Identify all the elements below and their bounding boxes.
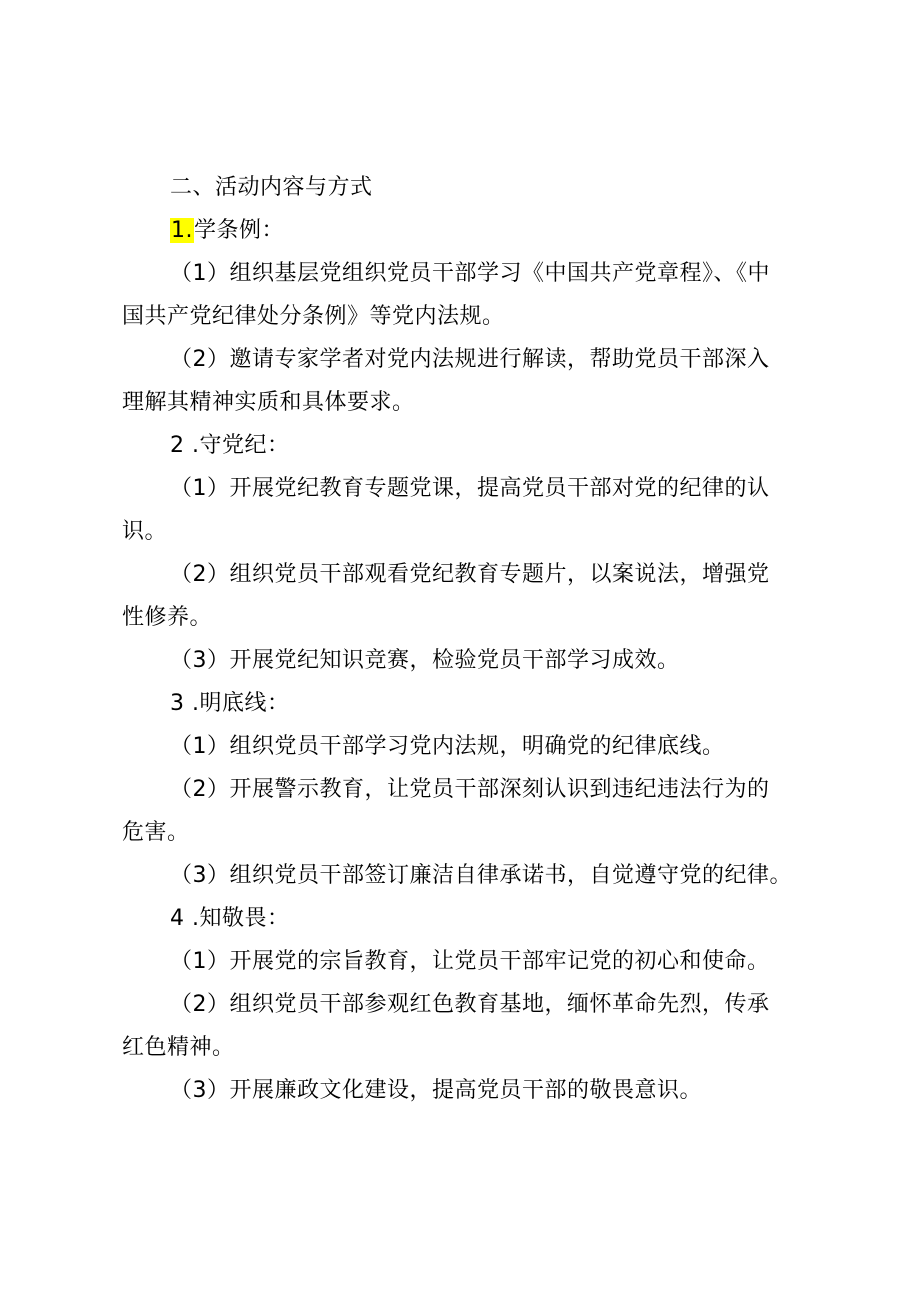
paragraph-3-2-line-2: 危害。	[122, 820, 190, 845]
paragraph-4-2-line-1: （2）组织党员干部参观红色教育基地，缅怀革命先烈，传承	[170, 992, 770, 1017]
paragraph-4-2-line-2: 红色精神。	[122, 1035, 235, 1060]
paragraph-3-1-line-1: （1）组织党员干部学习党内法规，明确党的纪律底线。	[170, 734, 725, 759]
paragraph-1-1-line-1: （1）组织基层党组织党员干部学习《中国共产党章程》、《中	[170, 261, 770, 286]
paragraph-2-2-line-2: 性修养。	[122, 605, 213, 630]
paragraph-2-1-line-2: 识。	[122, 519, 168, 544]
paragraph-2-2-line-1: （2）组织党员干部观看党纪教育专题片，以案说法，增强党	[170, 562, 770, 587]
paragraph-2-3-line-1: （3）开展党纪知识竞赛，检验党员干部学习成效。	[170, 648, 680, 673]
document-body	[122, 166, 806, 1112]
paragraph-2-1-line-1: （1）开展党纪教育专题党课，提高党员干部对党的纪律的认	[170, 476, 770, 501]
section-title: 二、活动内容与方式	[170, 175, 373, 200]
paragraph-1-1-line-2: 国共产党纪律处分条例》等党内法规。	[122, 304, 505, 329]
paragraph-1-2-line-1: （2）邀请专家学者对党内法规进行解读，帮助党员干部深入	[170, 347, 770, 372]
highlighted-number: 1.	[171, 218, 193, 243]
item-heading-2: 2 .守党纪：	[170, 433, 290, 458]
paragraph-3-3-line-1: （3）组织党员干部签订廉洁自律承诺书，自觉遵守党的纪律。	[170, 863, 792, 888]
item-heading-4: 4 .知敬畏：	[170, 906, 290, 931]
paragraph-4-1-line-1: （1）开展党的宗旨教育，让党员干部牢记党的初心和使命。	[170, 949, 770, 974]
paragraph-1-2-line-2: 理解其精神实质和具体要求。	[122, 390, 415, 415]
paragraph-3-2-line-1: （2）开展警示教育，让党员干部深刻认识到违纪违法行为的	[170, 777, 770, 802]
item-heading-1: 1.学条例：	[171, 218, 285, 243]
item-heading-3: 3 .明底线：	[170, 691, 290, 716]
paragraph-4-3-line-1: （3）开展廉政文化建设，提高党员干部的敬畏意识。	[170, 1078, 702, 1103]
